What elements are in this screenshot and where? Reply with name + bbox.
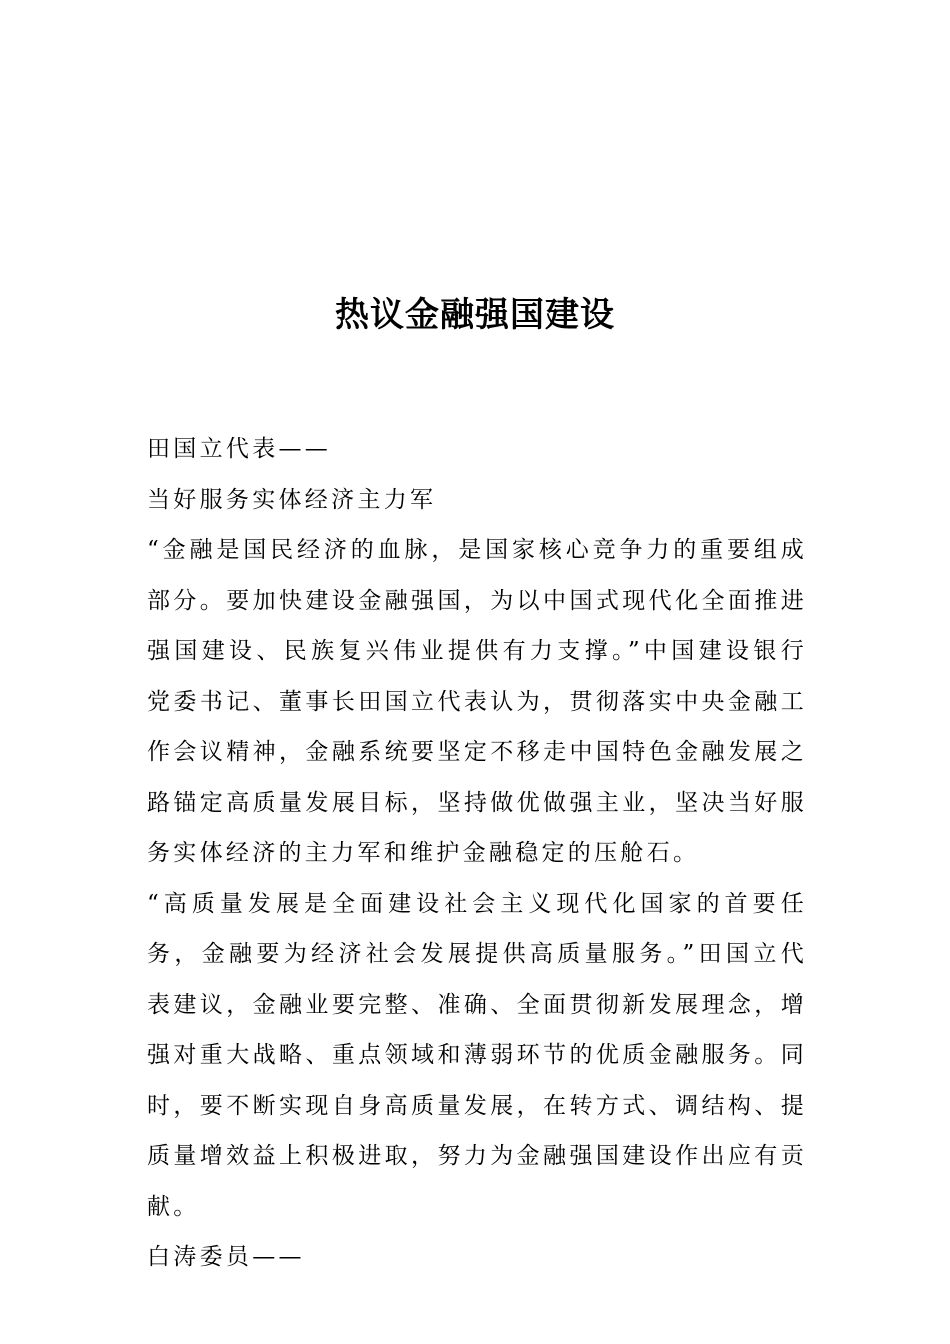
speaker-heading-tian: 田国立代表—— [147,436,332,462]
document-body [147,424,807,1283]
speaker-heading-bai: 白涛委员—— [147,1244,305,1270]
document-title: 热议金融强国建设 [335,295,615,335]
body-paragraph-1: “金融是国民经济的血脉，是国家核心竞争力的重要组成部分。要加快建设金融强国，为以中国式现代化全面推进强国建设、民族复兴伟业提供有力支撑。”中国建设银行党委书记、董事长田国立代表认为，贯彻落实中央金融工作会议精神，金融系统要坚定不移走中国特色金融发展之路锚定高质量发展目标，坚持做优做强主业，坚决当好服务实体经济的主力军和维护金融稳定的压舱石。 [147,537,807,866]
section-subtitle: 当好服务实体经济主力军 [147,486,437,513]
body-paragraph-2: “高质量发展是全面建设社会主义现代化国家的首要任务，金融要为经济社会发展提供高质量服务。”田国立代表建议，金融业要完整、准确、全面贯彻新发展理念，增强对重大战略、重点领域和薄弱环节的优质金融服务。同时，要不断实现自身高质量发展，在转方式、调结构、提质量增效益上积极进取，努力为金融强国建设作出应有贡献。 [147,890,807,1220]
